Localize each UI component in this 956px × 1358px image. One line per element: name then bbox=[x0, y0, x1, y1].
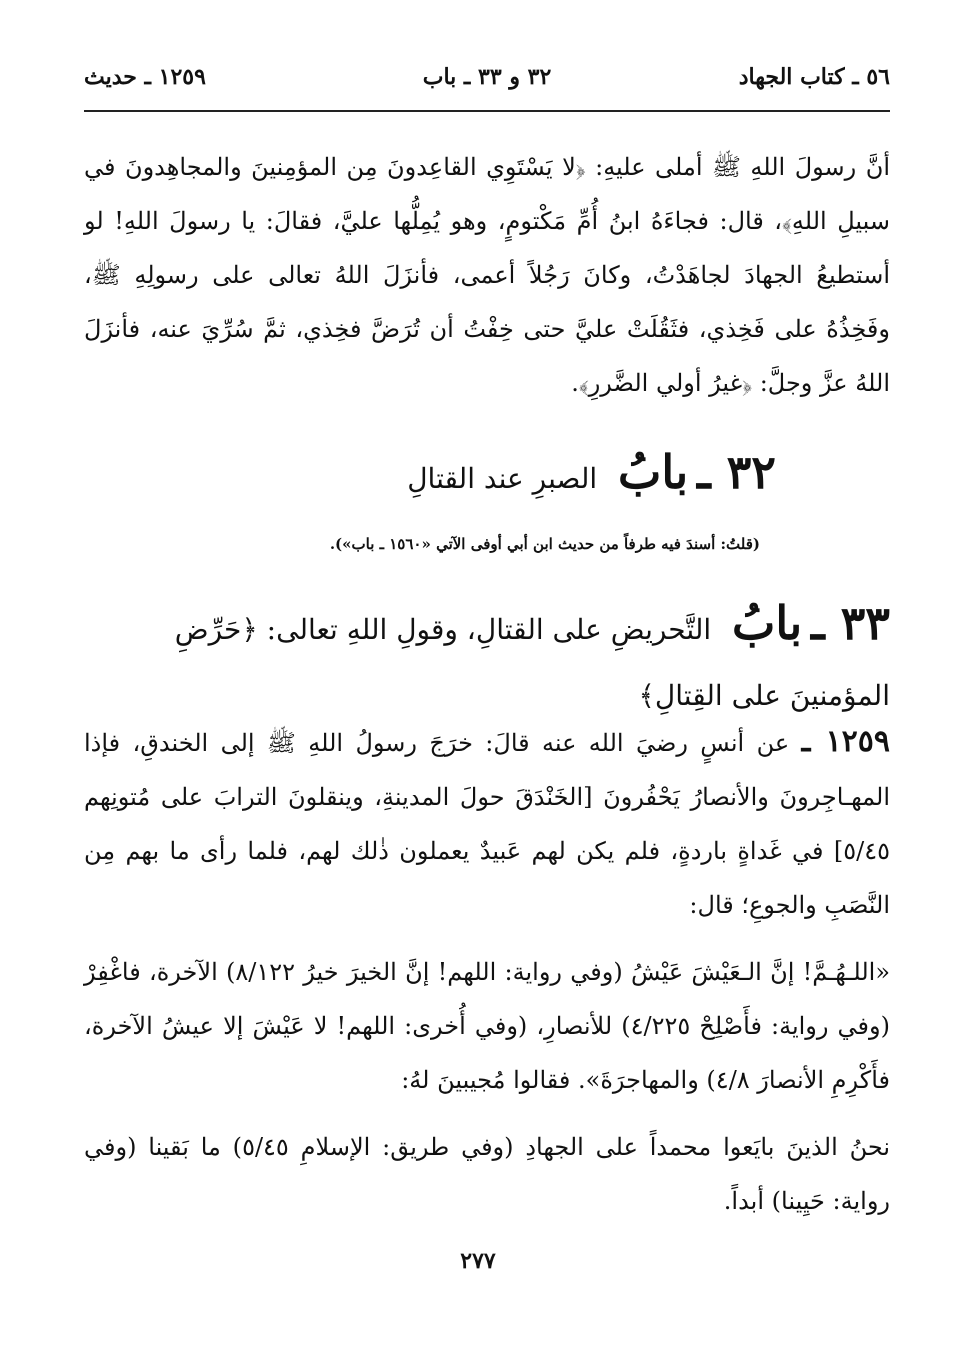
chapter-32-title: الصبرِ عند القتالِ bbox=[407, 462, 598, 495]
header-chapter: ٣٢ و ٣٣ ـ باب bbox=[422, 64, 552, 90]
header-rule bbox=[84, 110, 890, 112]
hadith-number: ١٢٥٩ ـ bbox=[801, 724, 890, 759]
hadith-1259 bbox=[84, 715, 890, 932]
chapter-33-heading bbox=[84, 590, 890, 729]
chapter-33-title: التَّحريضِ على القتالِ، وقولِ اللهِ تعالى: ﴿حَرِّضِ المؤمنينَ على القِتالِ﴾ bbox=[174, 613, 890, 712]
poem-paragraph: «اللـهُـمَّ! إنَّ الـعَيْشَ عَيْشُ (وفي رواية: اللهم! إنَّ الخيرَ خيرُ ٨/١٢٢) الآخرة، فاغْفِرْ (وفي رواية: فأَصْلِحْ ٤/٢٢٥) للأنصارِ، (وفي أُخرى: اللهم! لا عَيْشَ إلا عيشُ الآخرة، فأَكْرِمِ الأنصارَ ٤/٨) والمهاجرَةَ». فقالوا مُجيبينَ لهُ: bbox=[84, 958, 891, 1094]
header-hadith-number: ١٢٥٩ ـ حديث bbox=[84, 64, 206, 90]
chapter-32-number: ٣٢ ـ bbox=[697, 445, 776, 499]
chapter-32-bab: بابُ bbox=[618, 445, 689, 499]
page-number: ٢٧٧ bbox=[460, 1248, 496, 1274]
chapter-33-number: ٣٣ ـ bbox=[811, 596, 890, 650]
header-book-title: ٥٦ ـ كتاب الجهاد bbox=[738, 64, 890, 90]
reply-paragraph: نحنُ الذينَ بايَعوا محمداً على الجهادِ (وفي طريق: الإسلامِ ٥/٤٥) ما بَقينا (وفي رواية: حَيِينا) أبداً. bbox=[84, 1133, 891, 1215]
chapter-33-bab: بابُ bbox=[732, 596, 803, 650]
paragraph-continuation: أنَّ رسولَ اللهِ ﷺ أملى عليهِ: ﴿لا يَسْتَوِي القاعِدونَ مِن المؤمِنينَ والمجاهِدونَ في سبيلِ اللهِ﴾، قال: فجاءَهُ ابنُ أُمِّ مَكْتومٍ، وهو يُمِلُّها عليَّ، فقالَ: يا رسولَ اللهِ! لو أستطيعُ الجهادَ لجاهَدْتُ، وكانَ رَجُلاً أعمى، فأنزَلَ اللهُ تعالى على رسولِهِ ﷺ، وفَخِذُهُ على فَخِذي، فثَقُلَتْ عليَّ حتى خِفْتُ أن تُرَضَّ فخِذي، ثمَّ سُرِّيَ عنه، فأنزَلَ اللهُ عزَّ وجلَّ: ﴿غيرُ أولي الضَّررِ﴾. bbox=[84, 153, 890, 397]
chapter-32-heading bbox=[407, 445, 776, 499]
hadith-text: عن أنسٍ رضيَ الله عنه قالَ: خرَجَ رسولُ اللهِ ﷺ إلى الخندقِ، فإذا المهـاجِرونَ والأنصارُ يَحْفُرونَ [الخَنْدَقَ حولَ المدينةِ، وينقلونَ الترابَ على مُتونِهم ٥/٤٥] في غَداةٍ باردةٍ، فلم يكن لهم عَبيدٌ يعملون ذٰلك لهم، فلما رأى ما بهم مِن النَّصَبِ والجوعِ؛ قال: bbox=[84, 729, 891, 919]
running-header bbox=[84, 58, 890, 98]
chapter-32-note: (قلتُ: أسندَ فيه طرفاً من حديث ابن أبي أوفى الآتي «١٥٦٠ ـ باب»). bbox=[329, 535, 760, 553]
